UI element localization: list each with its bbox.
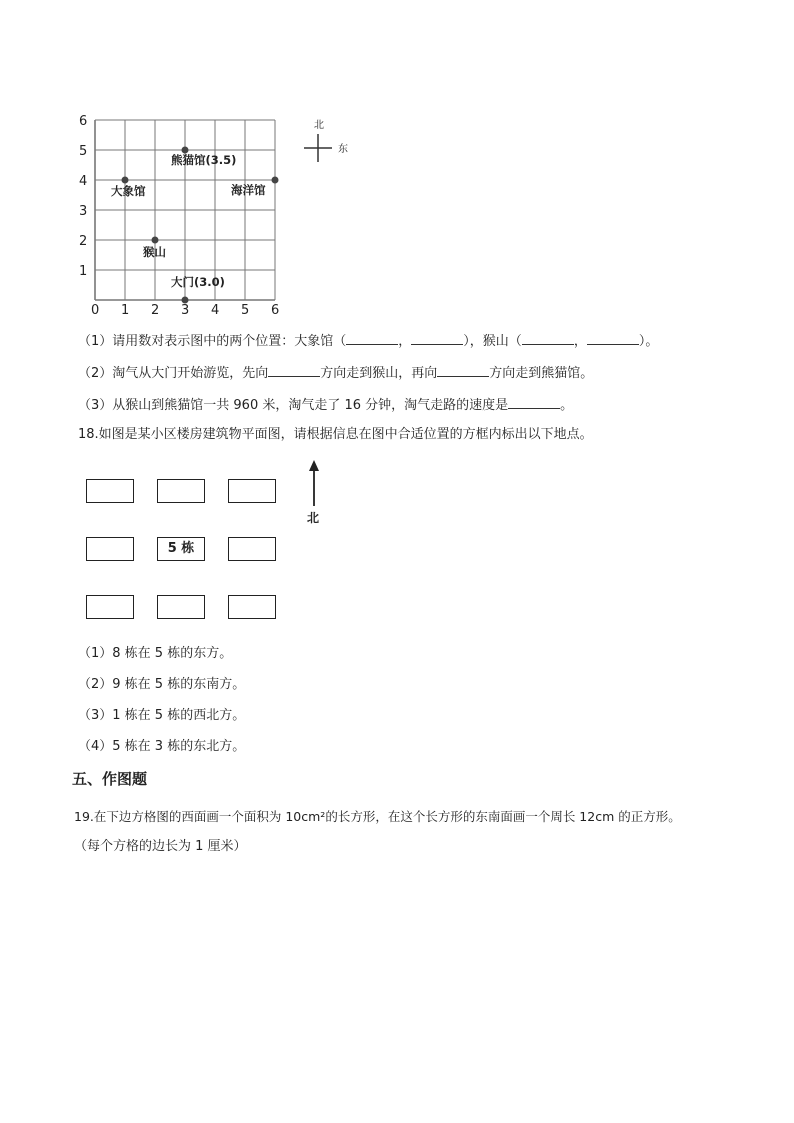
answer-blank-elephant-y[interactable] — [411, 332, 463, 345]
answer-blank-monkey-x[interactable] — [522, 332, 574, 345]
building-box-ne[interactable] — [228, 479, 276, 503]
map-point — [152, 237, 159, 244]
q17-part3: （3）从猴山到熊猫馆一共 960 米，淘气走了 16 分钟，淘气走路的速度是 。 — [78, 398, 574, 413]
q18-item-2: （2）9 栋在 5 栋的东南方。 — [78, 677, 246, 692]
map-point — [272, 177, 279, 184]
answer-blank-direction-1[interactable] — [268, 364, 320, 377]
q19-line-1: 19.在下边方格图的西面画一个面积为 10cm²的长方形，在这个长方形的东南面画一个周长 12cm 的正方形。 — [74, 809, 681, 824]
north-arrow-label: 北 — [307, 511, 320, 525]
x-tick-label: 1 — [121, 303, 130, 315]
q18-item-3: （3）1 栋在 5 栋的西北方。 — [78, 708, 246, 723]
y-tick-label: 3 — [79, 204, 88, 219]
map-point-label: 大象馆 — [111, 184, 146, 198]
q17-part1: （1）请用数对表示图中的两个位置：大象馆（ ， ），猴山（ ， ）。 — [78, 334, 659, 349]
compass-north-label: 北 — [314, 120, 324, 131]
answer-blank-speed[interactable] — [508, 396, 560, 409]
y-tick-label: 2 — [79, 234, 88, 249]
q18-item-1: （1）8 栋在 5 栋的东方。 — [78, 646, 233, 661]
building-box-e[interactable] — [228, 537, 276, 561]
map-point — [122, 177, 129, 184]
building-box-se[interactable] — [228, 595, 276, 619]
answer-blank-monkey-y[interactable] — [587, 332, 639, 345]
section-heading: 五、作图题 — [72, 770, 148, 788]
x-tick-label: 4 — [211, 303, 220, 315]
x-tick-label: 6 — [271, 303, 280, 315]
x-tick-label: 2 — [151, 303, 160, 315]
y-tick-label: 5 — [79, 144, 88, 159]
compass-east-label: 东 — [338, 144, 348, 155]
y-tick-label: 4 — [79, 174, 88, 189]
q18-title: 18.如图是某小区楼房建筑物平面图，请根据信息在图中合适位置的方框内标出以下地点。 — [78, 427, 593, 442]
answer-blank-elephant-x[interactable] — [346, 332, 398, 345]
x-tick-label: 5 — [241, 303, 250, 315]
y-tick-label: 1 — [79, 264, 88, 279]
map-point-label: 熊猫馆(3.5) — [171, 153, 237, 167]
compass — [304, 119, 348, 162]
q17-part2: （2）淘气从大门开始游览，先向 方向走到猴山，再向 方向走到熊猫馆。 — [78, 366, 594, 381]
x-tick-label: 3 — [181, 303, 190, 315]
map-points — [111, 147, 279, 304]
y-tick-label: 6 — [79, 114, 88, 129]
building-box-nw[interactable] — [86, 479, 134, 503]
q18-item-4: （4）5 栋在 3 栋的东北方。 — [78, 739, 246, 754]
map-point-label: 海洋馆 — [231, 183, 266, 197]
map-point — [182, 297, 189, 304]
building-box-n[interactable] — [157, 479, 205, 503]
answer-blank-direction-2[interactable] — [437, 364, 489, 377]
x-tick-label: 0 — [91, 303, 100, 315]
building-box-s[interactable] — [157, 595, 205, 619]
north-arrow-icon — [304, 460, 324, 508]
map-point-label: 猴山 — [143, 245, 166, 259]
building-box-w[interactable] — [86, 537, 134, 561]
map-point-label: 大门(3.0) — [171, 275, 225, 289]
q19-line-2: （每个方格的边长为 1 厘米） — [74, 839, 247, 854]
building-box-center: 5 栋 — [157, 537, 205, 561]
building-box-sw[interactable] — [86, 595, 134, 619]
zoo-coordinate-map — [70, 110, 370, 315]
